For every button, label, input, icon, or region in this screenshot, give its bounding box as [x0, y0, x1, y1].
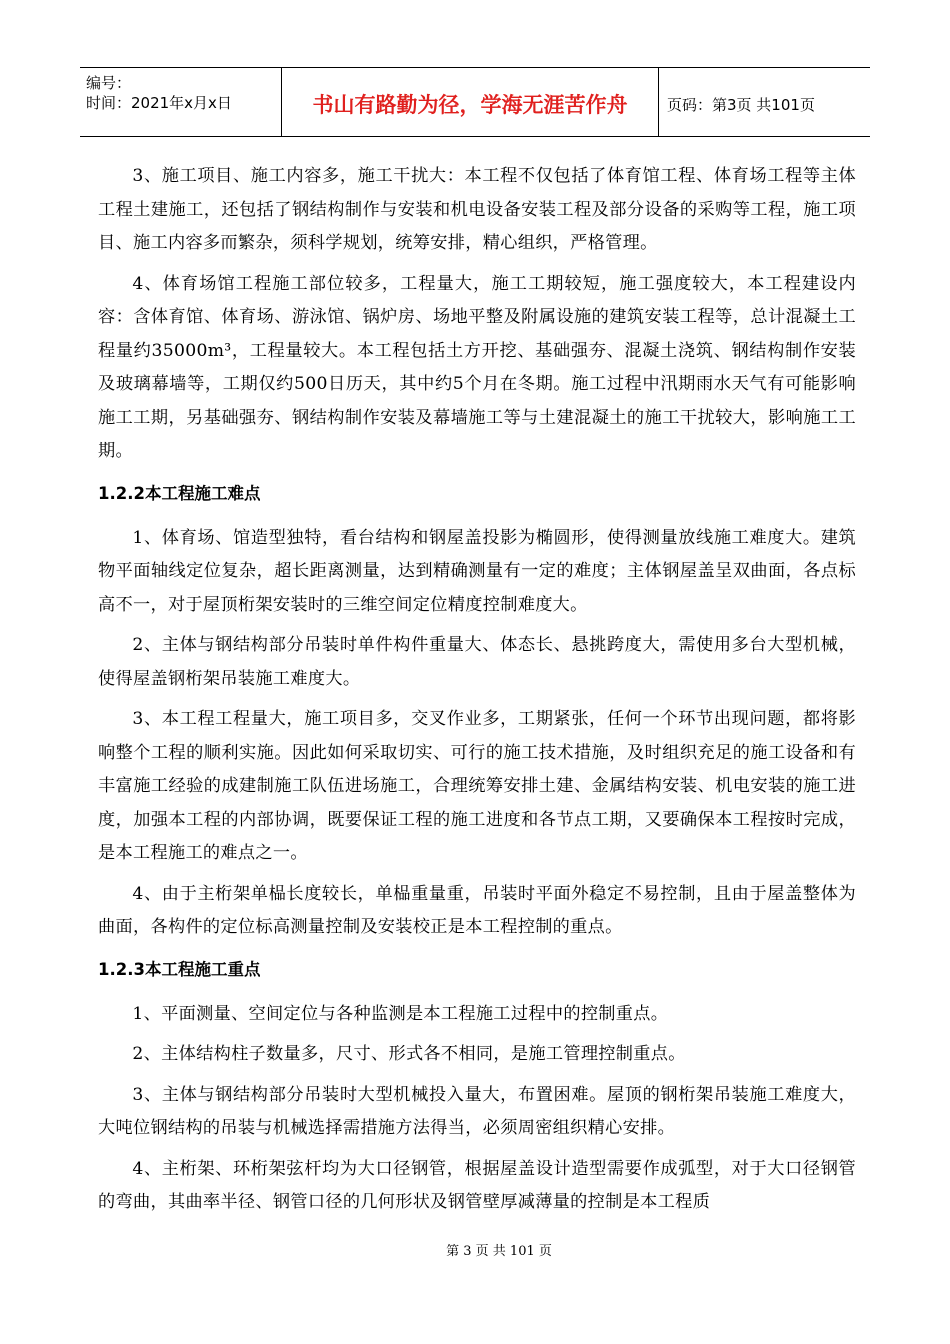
- document-number-label: 编号：: [86, 74, 132, 92]
- paragraph: 3、主体与钢结构部分吊装时大型机械投入量大，布置困难。屋顶的钢桁架吊装施工难度大，大吨位钢结构的吊装与机械选择需措施方法得当，必须周密组织精心安排。: [98, 1084, 856, 1138]
- paragraph: 3、本工程工程量大，施工项目多，交叉作业多，工期紧张，任何一个环节出现问题，都将影响整个工程的顺利实施。因此如何采取切实、可行的施工技术措施，及时组织充足的施工设备和有丰富施工经验的成建制施工队伍进场施工，合理统筹安排土建、金属结构安装、机电安装的施工进度，加强本工程的内部协调，既要保证工程的施工进度和各节点工期，又要确保本工程按时完成，是本工程施工的难点之一。: [98, 709, 856, 863]
- document-date: 时间：2021年x月x日: [86, 94, 232, 112]
- paragraph: 4、由于主桁架单榀长度较长，单榀重量重，吊装时平面外稳定不易控制，且由于屋盖整体为曲面，各构件的定位标高测量控制及安装校正是本工程控制的重点。: [98, 883, 856, 937]
- paragraph: 2、主体结构柱子数量多，尺寸、形式各不相同，是施工管理控制重点。: [132, 1044, 686, 1064]
- header-meta: [80, 68, 282, 136]
- section-heading-key-points: 1.2.3本工程施工重点: [98, 959, 261, 979]
- section-heading-difficulties: 1.2.2本工程施工难点: [98, 483, 261, 503]
- paragraph: 4、体育场馆工程施工部位较多，工程量大，施工工期较短，施工强度较大，本工程建设内容：含体育馆、体育场、游泳馆、锅炉房、场地平整及附属设施的建筑安装工程等，总计混凝土工程量约35000m³，工程量较大。本工程包括土方开挖、基础强夯、混凝土浇筑、钢结构制作安装及玻璃幕墙等，工期仅约500日历天，其中约5个月在冬期。施工过程中汛期雨水天气有可能影响施工工期，另基础强夯、钢结构制作安装及幕墙施工等与土建混凝土的施工干扰较大，影响施工工期。: [98, 273, 856, 461]
- paragraph: 1、平面测量、空间定位与各种监测是本工程施工过程中的控制重点。: [132, 1003, 669, 1024]
- header-page-info: 页码：第3页 共101页: [667, 95, 815, 114]
- paragraph: 4、主桁架、环桁架弦杆均为大口径钢管，根据屋盖设计造型需要作成弧型，对于大口径钢管的弯曲，其曲率半径、钢管口径的几何形状及钢管壁厚减薄量的控制是本工程质: [98, 1158, 856, 1212]
- page-footer: 第 3 页 共 101 页: [446, 1244, 552, 1259]
- paragraph: 3、施工项目、施工内容多，施工干扰大：本工程不仅包括了体育馆工程、体育场工程等主体工程土建施工，还包括了钢结构制作与安装和机电设备安装工程及部分设备的采购等工程，施工项目、施工内容多而繁杂，须科学规划，统筹安排，精心组织，严格管理。: [98, 166, 856, 253]
- header-motto: 书山有路勤为径，学海无涯苦作舟: [282, 68, 659, 136]
- page-header: [80, 67, 870, 137]
- paragraph: 2、主体与钢结构部分吊装时单件构件重量大、体态长、悬挑跨度大，需使用多台大型机械，使得屋盖钢桁架吊装施工难度大。: [98, 635, 856, 689]
- document-body: [98, 160, 856, 1227]
- paragraph: 1、体育场、馆造型独特，看台结构和钢屋盖投影为椭圆形，使得测量放线施工难度大。建筑物平面轴线定位复杂，超长距离测量，达到精确测量有一定的难度；主体钢屋盖呈双曲面，各点标高不一，对于屋顶桁架安装时的三维空间定位精度控制难度大。: [98, 527, 856, 615]
